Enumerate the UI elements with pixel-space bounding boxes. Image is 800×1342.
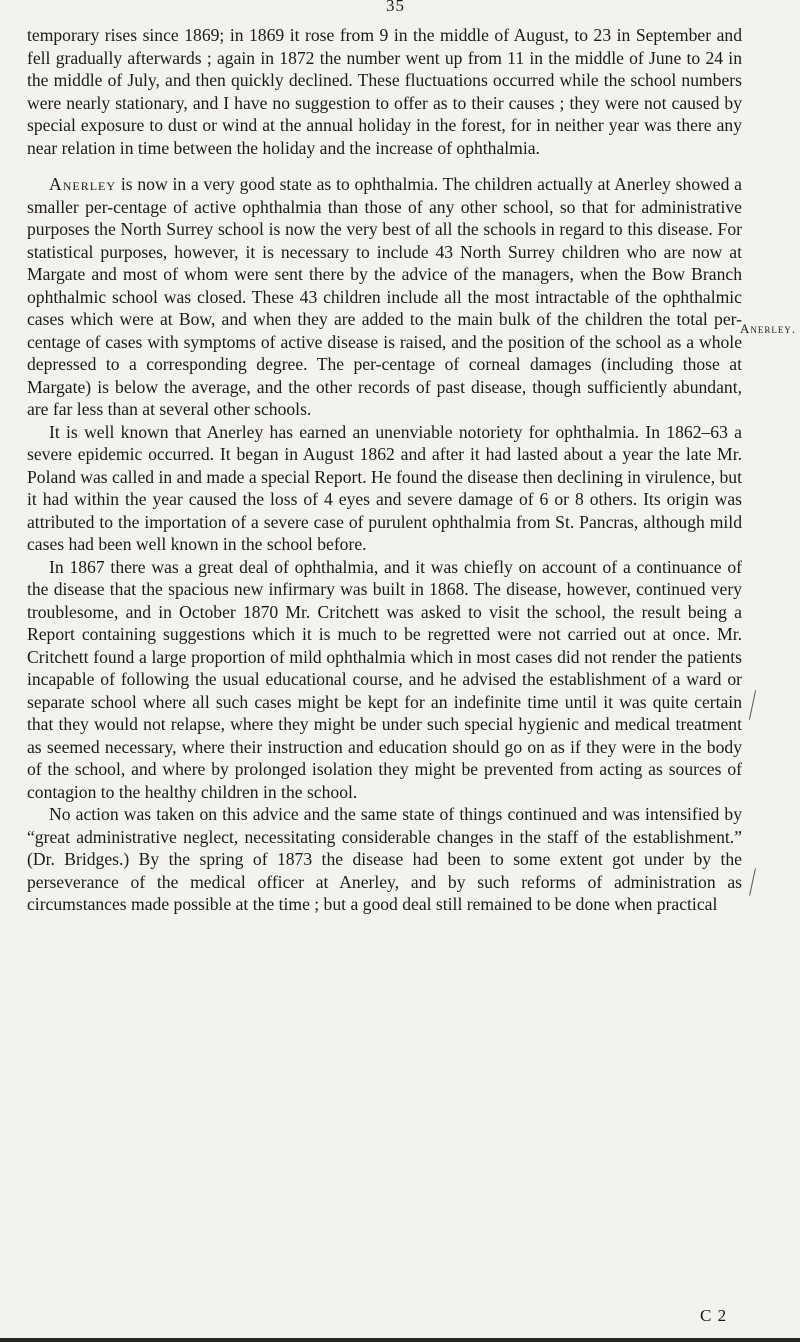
margin-mark-2	[749, 868, 756, 896]
margin-mark-1	[749, 690, 756, 720]
bottom-edge	[0, 1338, 800, 1342]
paragraph-4: In 1867 there was a great deal of ophthalmia, and it was chiefly on account of a continuance of the disease that the spacious new infirmary was built in 1868. The disease, however, continued very troublesome, and in October 1870 Mr. Critchett was asked to visit the school, the result being a Report containing suggestions which it is much to be regretted were not carried out at once. Mr. Critchett found a large proportion of mild ophthalmia which in most cases did not render the patients incapable of following the usual educational course, and he advised the establishment of a ward or separate school where all such cases might be kept for an indefinite time until it was quite certain that they would not relapse, where they might be under such special hygienic and medical treatment as seemed necessary, where their instruction and education should go on as if they were in the body of the school, and where by prolonged isolation they might be prevented from acting as sources of contagion to the healthy children in the school.	[27, 556, 742, 802]
paragraph-5: No action was taken on this advice and the same state of things continued and was intensified by “great administrative neglect, necessitating considerable changes in the staff of the establishment.” (Dr. Bridges.) By the spring of 1873 the disease had been to some extent got under by the perseverance of the medical officer at Anerley, and by such reforms of administration as circumstances made possible at the time ; but a good deal still remained to be done when practical	[27, 804, 742, 914]
margin-note: Anerley.	[740, 321, 797, 336]
paragraph-1: temporary rises since 1869; in 1869 it rose from 9 in the middle of August, to 23 in September and fell gradually afterwards ; again in 1872 the number went up from 11 in the middle of June to 24 in the middle of July, and then quickly declined. These fluctuations occurred while the school numbers were nearly stationary, and I have no suggestion to offer as to their causes ; they were not caused by special exposure to dust or wind at the annual holiday in the forest, for in neither year was there any near relation in time between the holiday and the increase of ophthalmia.	[27, 25, 742, 158]
page-number: 35	[386, 0, 405, 15]
paragraph-2-lead: Anerley	[49, 174, 117, 194]
paragraph-2	[27, 173, 742, 421]
paragraph-3: It is well known that Anerley has earned an unenviable notoriety for ophthalmia. In 1862–63 a severe epidemic occurred. It began in August 1862 and after it had lasted about a year the late Mr. Poland was called in and made a special Report. He found the disease then declining in virulence, but it had within the year caused the loss of 4 eyes and severe damage of 6 or 8 others. Its origin was attributed to the importation of a severe case of purulent ophthalmia from St. Pancras, although mild cases had been well known in the school before.	[27, 421, 742, 554]
paragraph-2-text: is now in a very good state as to ophthalmia. The children actually at Anerley showed a smaller per-centage of active ophthalmia than those of any other school, so that for administrative purposes the North Surrey school is now the very best of all the schools in regard to this disease. For statistical purposes, however, it is necessary to include 43 North Surrey children who are now at Margate and most of whom were sent there by the advice of the managers, when the Bow Branch ophthalmic school was closed. These 43 children include all the most intractable of the ophthalmic cases which were at Bow, and when they are added to the main bulk of the children the total per-centage of cases with symptoms of active disease is raised, and the position of the school as a whole depressed to a corresponding degree. The per-centage of corneal damages (including those at Margate) is below the average, and the other records of past disease, though sufficiently abundant, are far less than at several other schools.	[27, 174, 742, 419]
signature-mark: C 2	[700, 1306, 728, 1325]
body-text-column	[27, 24, 742, 916]
